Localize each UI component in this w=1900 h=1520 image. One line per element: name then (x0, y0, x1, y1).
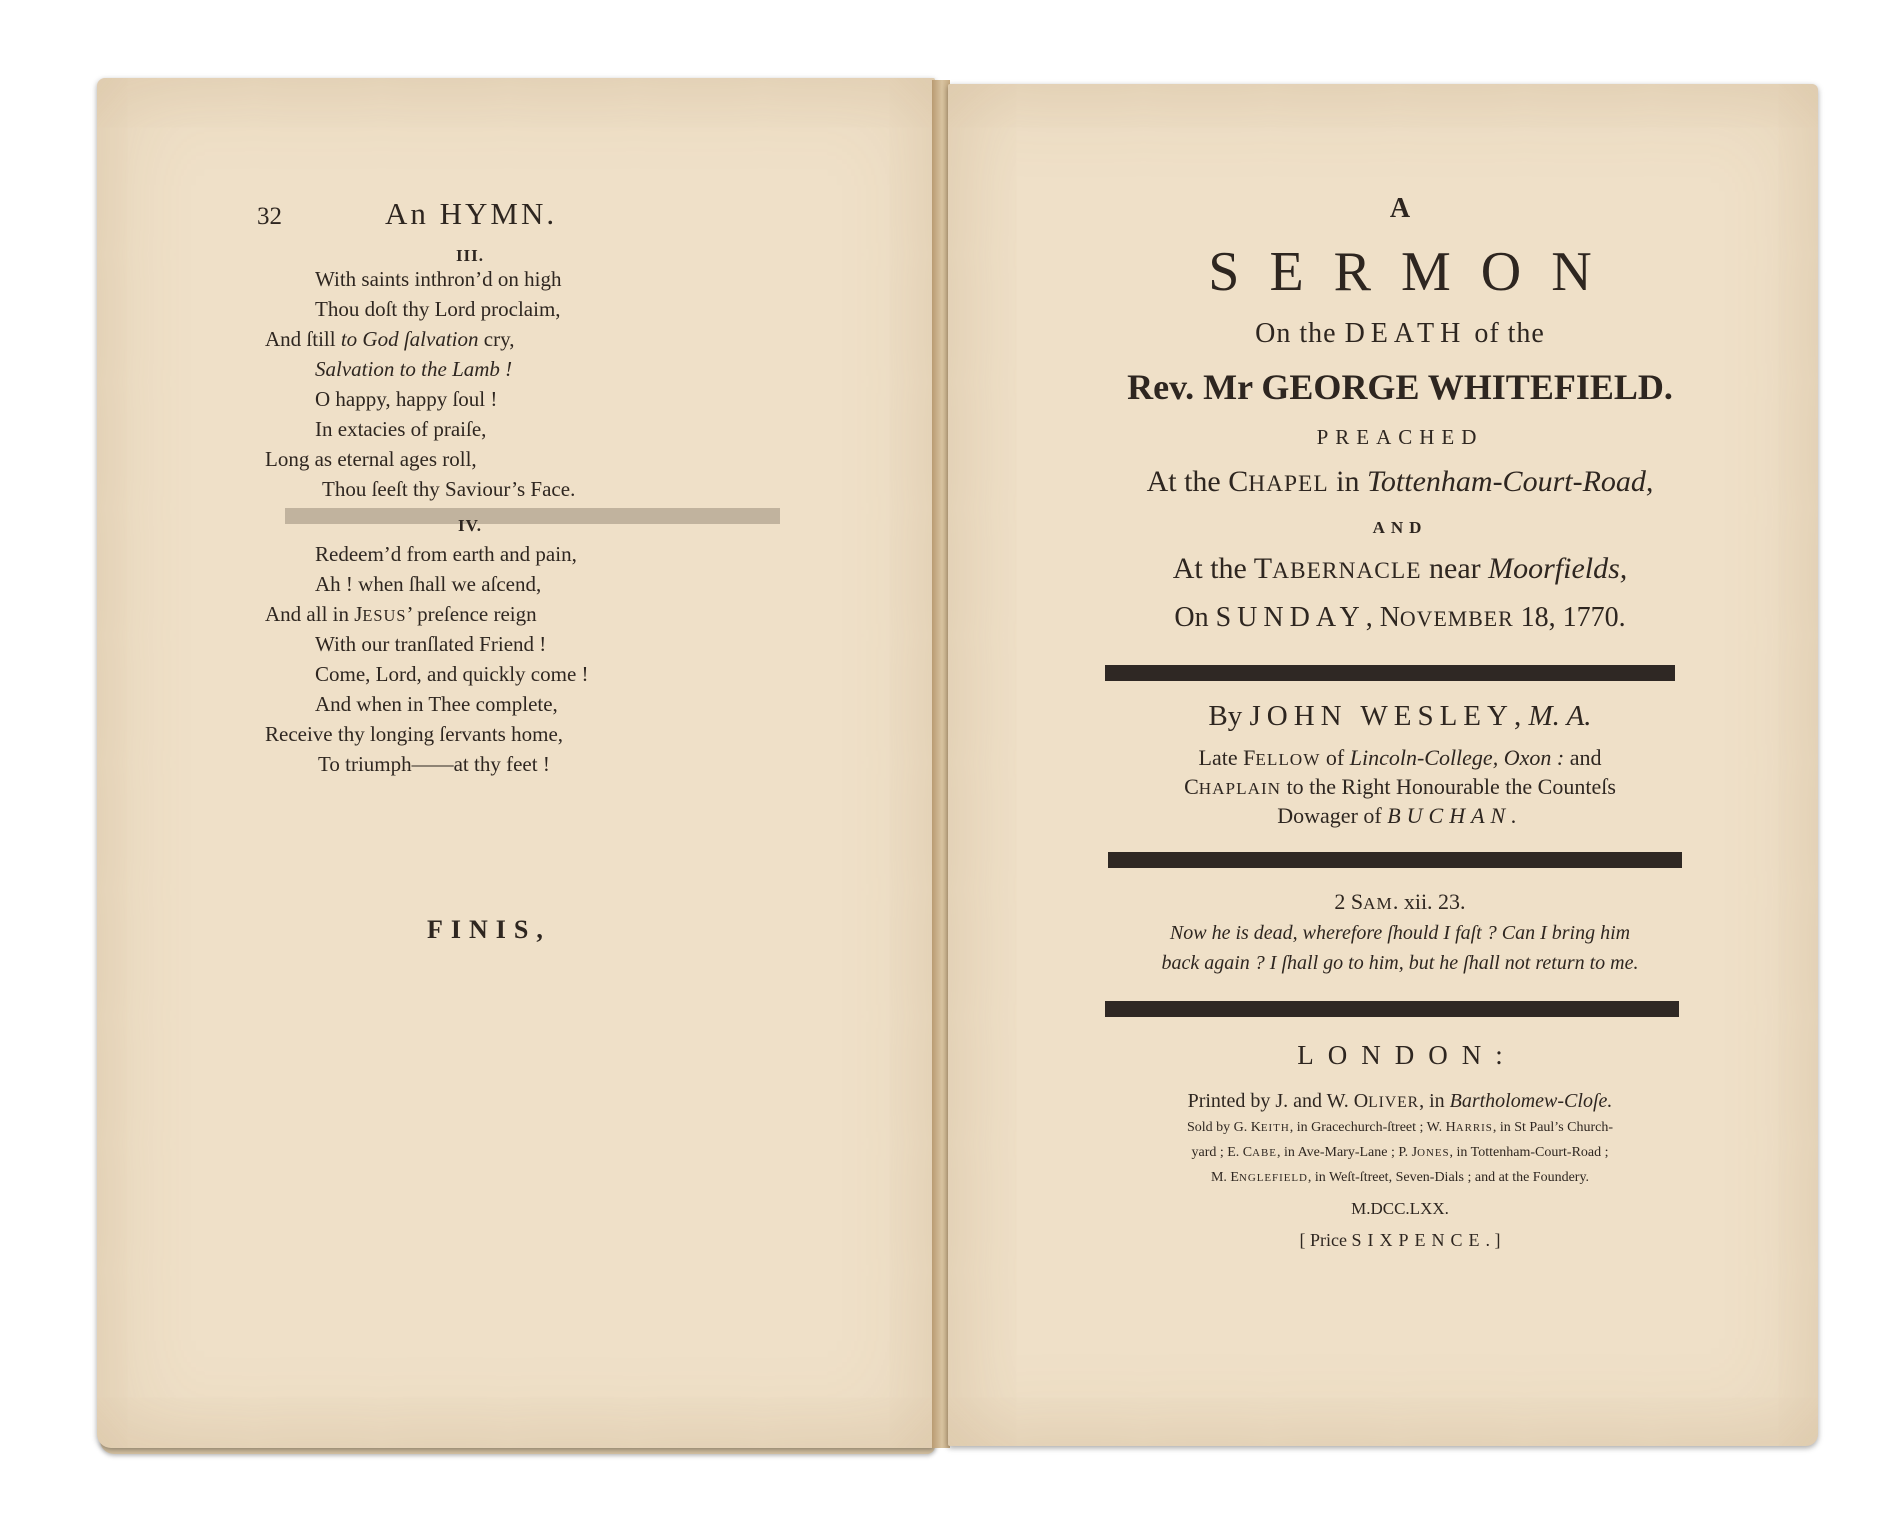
page-number: 32 (257, 203, 282, 230)
verse-line: Receive thy longing ſervants home, (265, 722, 564, 746)
preached-line: PREACHED (1316, 425, 1484, 449)
stanza-number: III. (455, 246, 485, 265)
on-death-line: On the DEATH of the (1255, 318, 1545, 349)
verse-line: Ah ! when ſhall we aſcend, (315, 572, 542, 596)
sold-line: M. ENGLEFIELD, in Weſt-ſtreet, Seven-Dials ; and at the Foundery. (1210, 1170, 1590, 1185)
scripture-text: back again ? I ſhall go to him, but he ſhall not return to me. (1161, 952, 1639, 974)
dowager-line: Dowager of BUCHAN. (1277, 803, 1523, 828)
scripture-text: Now he is dead, wherefore ſhould I faſt ? Can I bring him (1169, 922, 1631, 944)
rule-bar (1105, 665, 1675, 681)
verse-line: Thou ſeeſt thy Saviour’s Face. (322, 477, 576, 501)
verse-line: To triumph——at thy feet ! (318, 752, 550, 776)
london-line: LONDON: (1297, 1040, 1517, 1070)
tabernacle-line: At the TABERNACLE near Moorfields, (1172, 552, 1628, 585)
verse-line: Salvation to the Lamb ! (315, 357, 513, 381)
hymn-title: An HYMN. (385, 196, 558, 231)
title-sermon: SERMON (1208, 241, 1622, 303)
chaplain-line: CHAPLAIN to the Right Honourable the Counteſs (1184, 774, 1616, 799)
sold-line: yard ; E. CABE, in Ave-Mary-Lane ; P. JONES, in Tottenham-Court-Road ; (1191, 1145, 1609, 1160)
scripture-ref: 2 SAM. xii. 23. (1334, 889, 1466, 914)
verse-line: With saints inthron’d on high (315, 267, 562, 291)
verse-line: And when in Thee complete, (315, 692, 558, 716)
date-line: On SUNDAY, NOVEMBER 18, 1770. (1174, 602, 1626, 633)
year-line: M.DCC.LXX. (1351, 1199, 1449, 1218)
verse-line: And ſtill to God ſalvation cry, (265, 327, 515, 351)
and-line: AND (1372, 518, 1428, 537)
price-line: [ Price SIXPENCE. ] (1299, 1230, 1501, 1250)
finis: FINIS, (427, 915, 551, 944)
verse-line: Redeem’d from earth and pain, (315, 542, 577, 566)
printer-line: Printed by J. and W. OLIVER, in Bartholomew-Cloſe. (1187, 1090, 1613, 1112)
verse-line: Long as eternal ages roll, (265, 447, 477, 471)
stanza-number: IV. (458, 516, 482, 535)
verse-line: In extacies of praiſe, (315, 417, 487, 441)
title-a: A (1389, 193, 1411, 224)
verse-line: O happy, happy ſoul ! (315, 387, 498, 411)
fellow-line: Late FELLOW of Lincoln-College, Oxon : and (1198, 745, 1602, 770)
whitefield-line: Rev. Mr GEORGE WHITEFIELD. (1127, 367, 1673, 407)
sold-line: Sold by G. KEITH, in Gracechurch-ſtreet ; W. HARRIS, in St Paul’s Church- (1186, 1120, 1614, 1135)
chapel-line: At the CHAPEL in Tottenham-Court-Road, (1146, 465, 1654, 498)
verse-line: And all in JESUS’ preſence reign (265, 602, 537, 626)
rule-bar (1105, 1001, 1679, 1017)
verse-line: Thou doſt thy Lord proclaim, (315, 297, 561, 321)
verse-line: With our tranſlated Friend ! (315, 632, 547, 656)
verse-line: Come, Lord, and quickly come ! (315, 662, 589, 686)
rule-bar (1108, 852, 1682, 868)
author-line: By JOHN WESLEY, M. A. (1208, 700, 1592, 732)
